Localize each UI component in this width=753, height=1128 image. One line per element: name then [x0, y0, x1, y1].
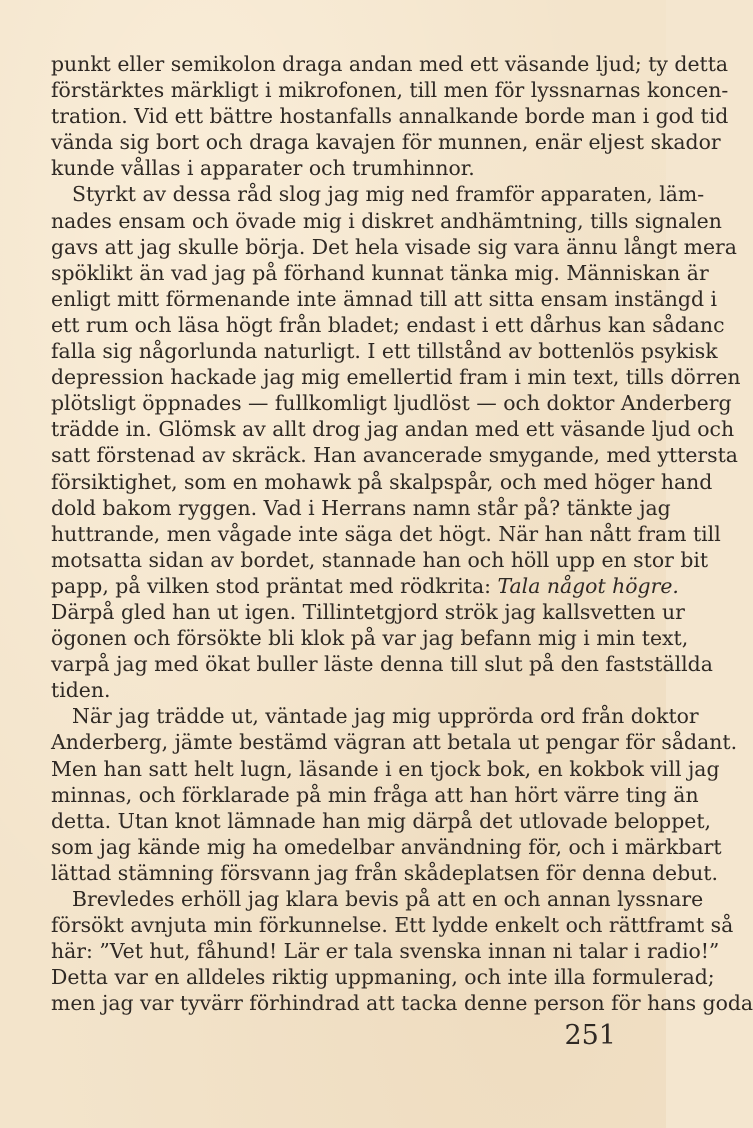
- text-line: huttrande, men vågade inte säga det högt. När han nått fram till: [51, 521, 721, 546]
- text-line: spöklikt än vad jag på förhand kunnat tänka mig. Människan är: [51, 260, 709, 285]
- text-line: satt förstenad av skräck. Han avancerade smygande, med yttersta: [51, 443, 738, 468]
- text-line: motsatta sidan av bordet, stannade han och höll upp en stor bit: [51, 547, 709, 572]
- text-line: försökt avnjuta min förkunnelse. Ett lydde enkelt och rättframt så: [51, 913, 734, 938]
- text-line: plötsligt öppnades — fullkomligt ljudlöst — och doktor Anderberg: [51, 391, 732, 416]
- text-line: enligt mitt förmenande inte ämnad till att sitta ensam instängd i: [51, 286, 718, 311]
- text-line: tration. Vid ett bättre hostanfalls annalkande borde man i god tid: [51, 104, 729, 129]
- text-line: detta. Utan knot lämnade han mig därpå det utlovade beloppet,: [51, 808, 712, 833]
- text-line: försiktighet, som en mohawk på skalpspår, och med höger hand: [51, 469, 713, 494]
- text-line: tiden.: [51, 678, 111, 703]
- text-line: minnas, och förklarade på min fråga att han hört värre ting än: [51, 782, 699, 807]
- text-line: varpå jag med ökat buller läste denna till slut på den fastställda: [51, 652, 713, 677]
- text-line: Därpå gled han ut igen. Tillintetgjord strök jag kallsvetten ur: [51, 599, 685, 624]
- text-line: men jag var tyvärr förhindrad att tacka denne person för hans goda: [51, 991, 753, 1016]
- text-line: här: ”Vet hut, fåhund! Lär er tala svenska innan ni talar i radio!”: [51, 939, 720, 964]
- text-line: trädde in. Glömsk av allt drog jag andan med ett väsande ljud och: [51, 417, 735, 442]
- text-line: dold bakom ryggen. Vad i Herrans namn står på? tänkte jag: [51, 495, 671, 520]
- text-line: ögonen och försökte bli klok på var jag befann mig i min text,: [51, 626, 689, 651]
- text-line: vända sig bort och draga kavajen för munnen, enär eljest skador: [51, 130, 721, 155]
- text-line: som jag kände mig ha omedelbar användning för, och i märkbart: [51, 834, 722, 859]
- text-line: Styrkt av dessa råd slog jag mig ned framför apparaten, läm-: [72, 182, 705, 207]
- text-line: När jag trädde ut, väntade jag mig upprörda ord från doktor: [72, 704, 699, 729]
- body-text: [51, 51, 753, 1016]
- text-line: ett rum och läsa högt från bladet; endast i ett dårhus kan sådanc: [51, 312, 725, 337]
- text-line: nades ensam och övade mig i diskret andhämtning, tills signalen: [51, 208, 722, 233]
- text-line: Anderberg, jämte bestämd vägran att betala ut pengar för sådant.: [51, 730, 738, 755]
- text-line: gavs att jag skulle börja. Det hela visade sig vara ännu långt mera: [51, 234, 737, 259]
- text-line: kunde vållas i apparater och trumhinnor.: [51, 156, 475, 181]
- text-line: lättad stämning försvann jag från skådeplatsen för denna debut.: [51, 860, 718, 885]
- page-number: 251: [564, 1020, 616, 1051]
- text-line: punkt eller semikolon draga andan med ett väsande ljud; ty detta: [51, 52, 729, 76]
- text-line-segment: papp, på vilken stod präntat med rödkrita:: [51, 573, 498, 598]
- italic-text: Tala något högre.: [497, 573, 679, 598]
- text-line: förstärktes märkligt i mikrofonen, till men för lyssnarnas koncen-: [51, 78, 729, 103]
- text-line: Brevledes erhöll jag klara bevis på att en och annan lyssnare: [72, 887, 704, 911]
- text-line: Men han satt helt lugn, läsande i en tjock bok, en kokbok vill jag: [51, 756, 720, 781]
- text-line: [51, 573, 679, 599]
- text-line: depression hackade jag mig emellertid fram i min text, tills dörren: [51, 365, 741, 390]
- text-line: falla sig någorlunda naturligt. I ett tillstånd av bottenlös psykisk: [51, 339, 718, 364]
- text-line: Detta var en alldeles riktig uppmaning, och inte illa formulerad;: [51, 965, 715, 990]
